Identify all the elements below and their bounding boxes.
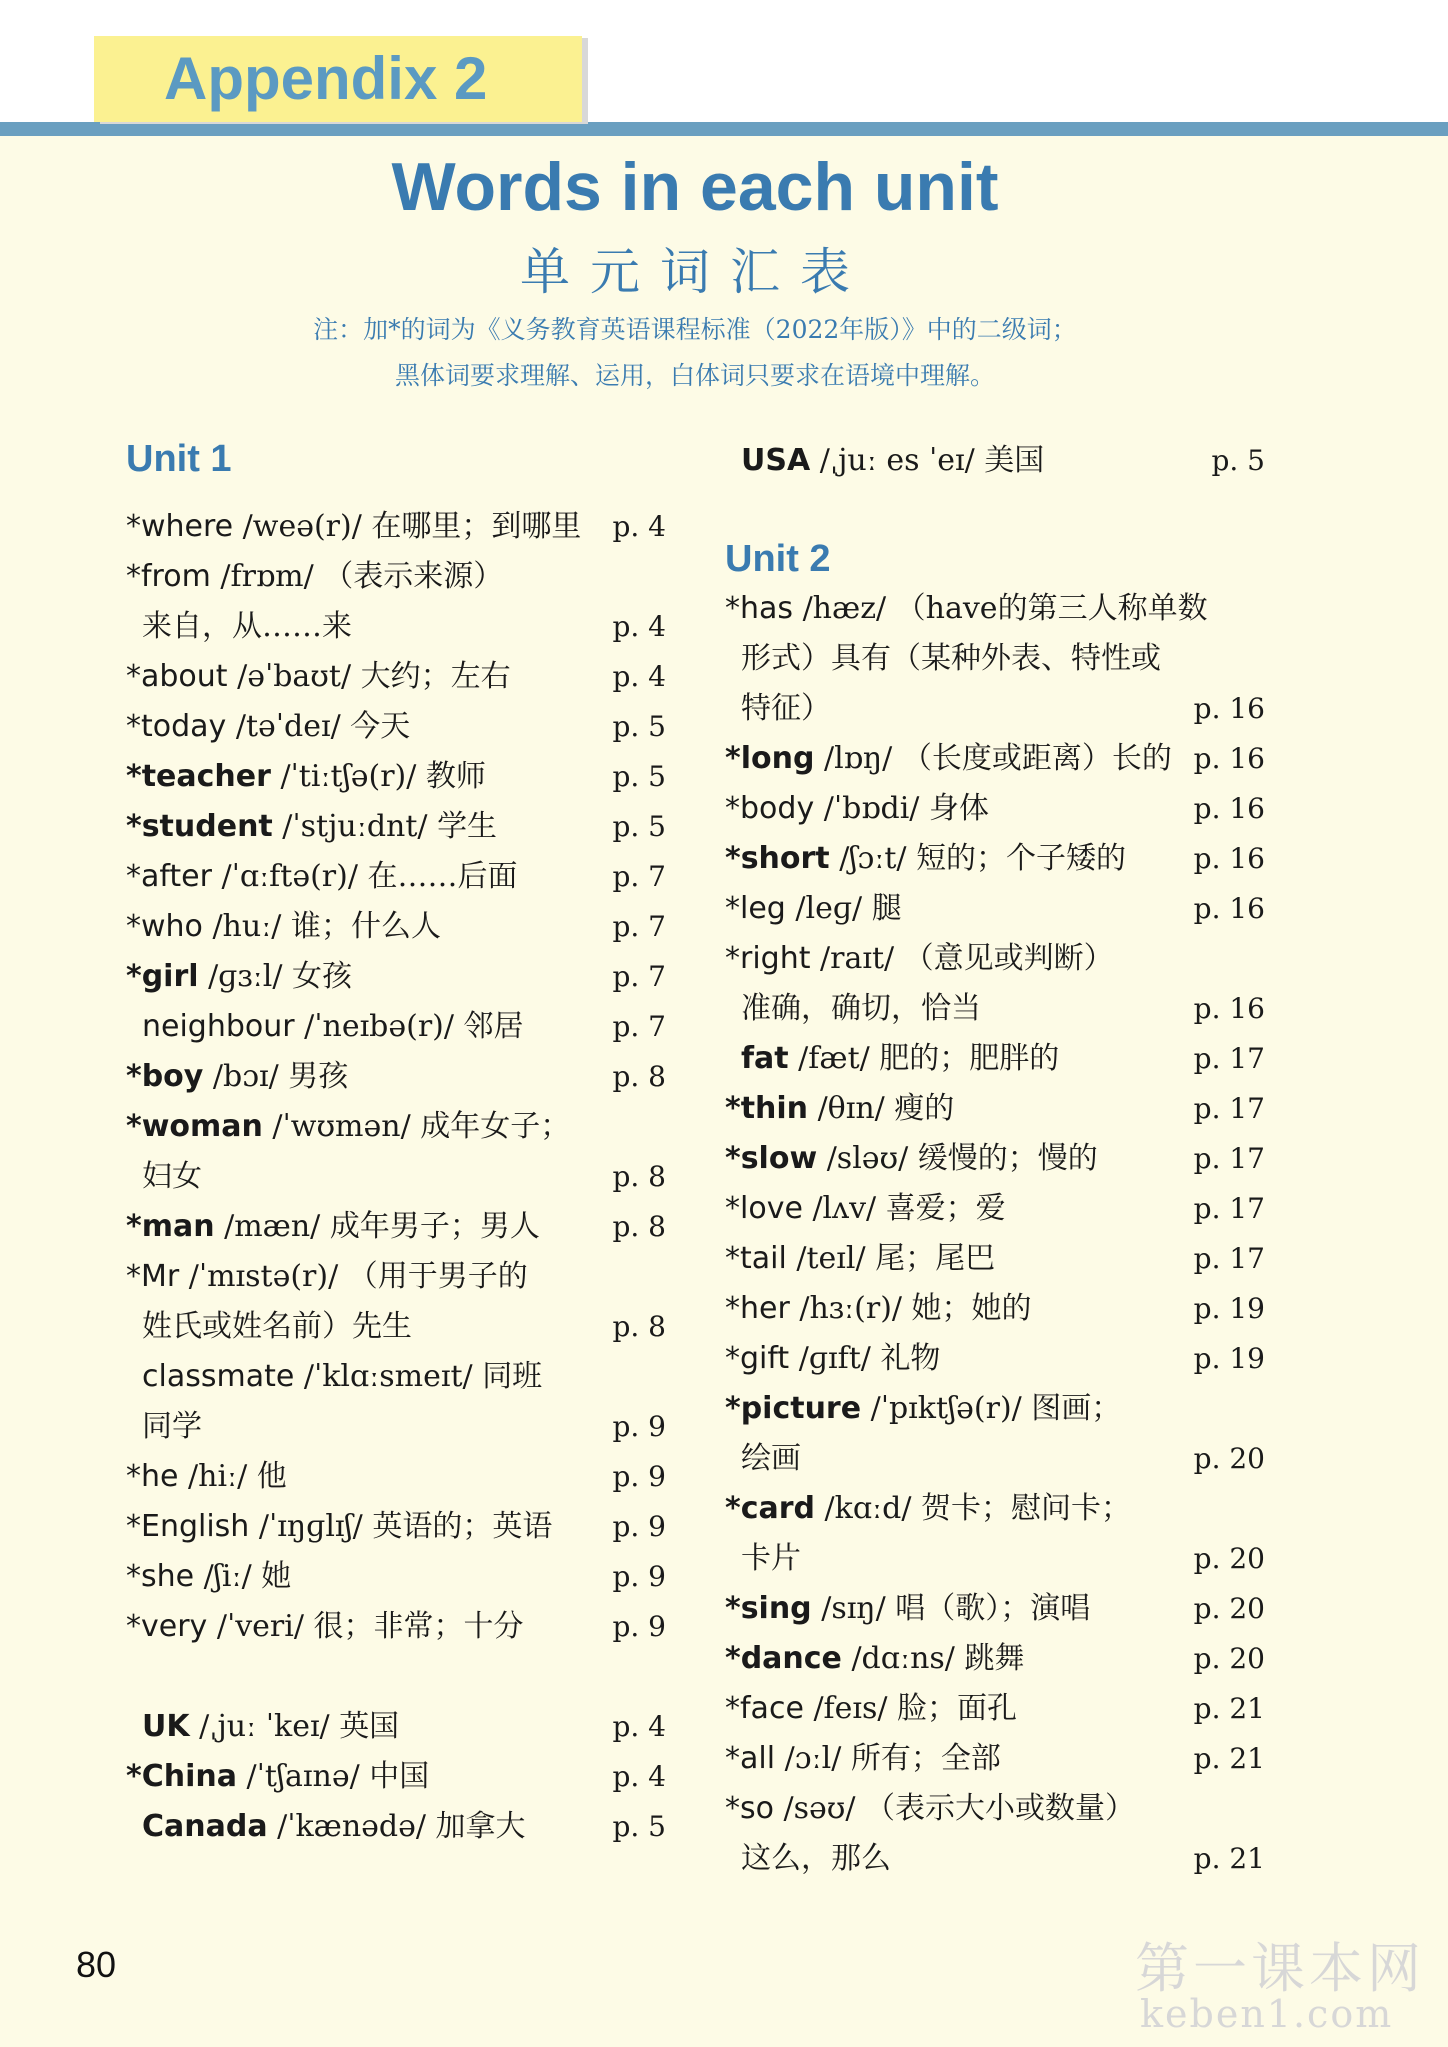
page-title: Words in each unit [391, 149, 999, 225]
vocab-word: *card [725, 1491, 815, 1526]
vocab-word: *from [126, 559, 211, 594]
vocab-page-ref: p. 20 [1193, 1592, 1265, 1625]
vocab-phonetic: /hɜː(r)/ [789, 1291, 912, 1326]
vocab-phonetic: /sləʊ/ [817, 1141, 918, 1176]
vocab-meaning: 很；非常；十分 [313, 1609, 524, 1644]
vocab-phonetic: /leɡ/ [785, 891, 872, 926]
vocab-phonetic: /hiː/ [178, 1459, 257, 1494]
vocab-page-ref: p. 16 [1193, 892, 1265, 925]
vocab-meaning: 同班 [482, 1359, 543, 1394]
vocab-word: USA [741, 443, 811, 478]
vocab-meaning: 唱（歌）；演唱 [895, 1591, 1091, 1626]
vocab-meaning: 成年女子； [420, 1109, 571, 1144]
vocab-word: *boy [126, 1059, 204, 1094]
vocab-phonetic: /huː/ [202, 909, 291, 944]
vocab-phonetic: /mæn/ [214, 1209, 330, 1244]
vocab-page-ref: p. 5 [612, 810, 666, 843]
vocab-word: *long [725, 741, 815, 776]
vocab-word: *leg [725, 891, 786, 926]
header-band [0, 122, 1448, 136]
vocab-phonetic: /ˈneɪbə(r)/ [294, 1009, 464, 1044]
vocab-entry [126, 502, 666, 552]
vocab-meaning: 瘦的 [894, 1091, 955, 1126]
vocab-entry [126, 1602, 666, 1652]
vocab-entry [126, 1502, 666, 1552]
vocab-page-ref: p. 8 [612, 1210, 666, 1243]
vocab-phonetic: /feɪs/ [803, 1691, 898, 1726]
vocab-phonetic: /ˈveri/ [207, 1609, 314, 1644]
vocab-meaning: （have的第三人称单数 [895, 591, 1208, 626]
vocab-phonetic: /ˈwʊmən/ [262, 1109, 421, 1144]
vocab-page-ref: p. 19 [1193, 1342, 1265, 1375]
vocab-page-ref: p. 17 [1193, 1192, 1265, 1225]
vocab-entry [725, 1434, 1265, 1484]
vocab-meaning: 女孩 [292, 959, 352, 994]
vocab-page-ref: p. 17 [1193, 1142, 1265, 1175]
vocab-entry [126, 1402, 666, 1452]
vocab-meaning: 缓慢的；慢的 [917, 1141, 1098, 1176]
vocab-entry [725, 1634, 1265, 1684]
vocab-phonetic: /θɪn/ [808, 1091, 895, 1126]
vocab-entry [126, 1102, 666, 1152]
vocab-phonetic: /ɔːl/ [775, 1741, 851, 1776]
vocab-entry [126, 1752, 666, 1802]
vocab-word: UK [142, 1709, 190, 1744]
vocab-meaning: 特征） [741, 691, 831, 726]
vocab-page-ref: p. 4 [612, 660, 666, 693]
vocab-phonetic: /ɡɜːl/ [198, 959, 292, 994]
vocab-meaning: 在……后面 [367, 859, 518, 894]
vocab-word: *has [725, 591, 794, 626]
vocab-meaning: 男孩 [288, 1059, 349, 1094]
vocab-entry [725, 1684, 1265, 1734]
vocab-meaning: 谁；什么人 [290, 909, 441, 944]
vocab-phonetic: /weə(r)/ [233, 509, 372, 544]
vocab-phonetic: /hæz/ [793, 591, 896, 626]
watermark-url: keben1.com [1140, 1992, 1394, 2036]
vocab-word: *girl [126, 959, 199, 994]
vocab-meaning: 教师 [425, 759, 486, 794]
vocab-meaning: 礼物 [880, 1341, 941, 1376]
vocab-page-ref: p. 8 [612, 1310, 666, 1343]
appendix-title: Appendix 2 [164, 45, 488, 112]
vocab-word: *short [725, 841, 830, 876]
vocab-entry [725, 884, 1265, 934]
vocab-word: *after [126, 859, 212, 894]
vocab-meaning: 邻居 [463, 1009, 524, 1044]
vocab-meaning: （用于男子的 [347, 1259, 528, 1294]
vocab-word: *so [725, 1791, 774, 1826]
vocab-entry [126, 1452, 666, 1502]
vocab-word: *China [126, 1759, 237, 1794]
vocab-entry [126, 552, 666, 602]
vocab-phonetic: /lɒŋ/ [814, 741, 902, 776]
vocab-meaning: 他 [256, 1459, 287, 1494]
vocab-entry [126, 1702, 666, 1752]
vocab-page-ref: p. 7 [612, 960, 666, 993]
vocab-phonetic: /ɡɪft/ [789, 1341, 881, 1376]
vocab-entry [725, 1184, 1265, 1234]
vocab-entry [126, 602, 666, 652]
vocab-entry [126, 1252, 666, 1302]
vocab-word: Canada [142, 1809, 268, 1844]
vocab-word: *teacher [126, 759, 271, 794]
vocab-word: *student [126, 809, 273, 844]
vocab-word: *slow [725, 1141, 818, 1176]
vocab-word: *dance [725, 1641, 842, 1676]
vocab-entry [725, 1534, 1265, 1584]
vocab-meaning: 卡片 [741, 1541, 801, 1576]
note-line-2: 黑体词要求理解、运用，白体词只要求在语境中理解。 [394, 361, 995, 390]
vocab-meaning: 同学 [142, 1409, 202, 1444]
vocab-phonetic: /ʃɔːt/ [829, 841, 917, 876]
vocab-meaning: 身体 [928, 791, 989, 826]
vocab-page-ref: p. 5 [612, 1810, 666, 1843]
vocab-page-ref: p. 16 [1193, 792, 1265, 825]
vocab-meaning: 美国 [984, 443, 1045, 478]
vocab-phonetic: /frɒm/ [210, 559, 324, 594]
vocab-entry [725, 1584, 1265, 1634]
vocab-word: *right [725, 941, 811, 976]
vocab-phonetic: /ˈɪŋɡlɪʃ/ [249, 1509, 373, 1544]
unit-1-heading: Unit 1 [126, 438, 232, 480]
vocab-page-ref: p. 8 [612, 1060, 666, 1093]
vocab-phonetic: /səʊ/ [773, 1791, 866, 1826]
vocab-word: *all [725, 1741, 776, 1776]
vocab-meaning: 成年男子；男人 [329, 1209, 540, 1244]
vocab-phonetic: /ˈtʃaɪnə/ [236, 1759, 370, 1794]
vocab-entry [126, 1352, 666, 1402]
vocab-page-ref: p. 7 [612, 860, 666, 893]
vocab-meaning: 准确，确切，恰当 [741, 991, 981, 1026]
vocab-entry [126, 952, 666, 1002]
vocab-entry [126, 1202, 666, 1252]
vocab-meaning: 这么，那么 [741, 1841, 891, 1876]
vocab-meaning: 今天 [350, 709, 411, 744]
vocab-word: *who [126, 909, 203, 944]
watermark-text: 第一课本网 [1135, 1937, 1425, 2000]
vocab-entry [725, 1234, 1265, 1284]
vocab-page-ref: p. 7 [612, 1010, 666, 1043]
unit-2-heading: Unit 2 [725, 538, 831, 580]
vocab-meaning: 肥的；肥胖的 [879, 1041, 1060, 1076]
vocab-page-ref: p. 20 [1193, 1542, 1265, 1575]
vocab-meaning: 所有；全部 [850, 1741, 1001, 1776]
vocab-entry [126, 852, 666, 902]
vocab-word: *today [126, 709, 227, 744]
vocab-phonetic: /ˈpɪktʃə(r)/ [861, 1391, 1032, 1426]
vocab-meaning: 她；她的 [911, 1291, 1032, 1326]
vocab-entry [725, 584, 1265, 634]
vocab-word: *tail [725, 1241, 787, 1276]
vocab-entry [725, 1284, 1265, 1334]
vocab-page-ref: p. 17 [1193, 1092, 1265, 1125]
vocab-entry [725, 984, 1265, 1034]
vocab-meaning: （意见或判断） [903, 941, 1114, 976]
vocab-word: *her [725, 1291, 790, 1326]
vocab-word: *picture [725, 1391, 862, 1426]
vocab-entry [126, 1052, 666, 1102]
vocab-phonetic: /təˈdeɪ/ [226, 709, 351, 744]
vocab-meaning: 贺卡；慰问卡； [920, 1491, 1131, 1526]
vocab-entry [126, 1552, 666, 1602]
vocab-phonetic: /ˈtiːtʃə(r)/ [270, 759, 426, 794]
vocab-phonetic: /lʌv/ [802, 1191, 886, 1226]
vocab-page-ref: p. 20 [1193, 1442, 1265, 1475]
vocab-meaning: 短的；个子矮的 [916, 841, 1127, 876]
vocab-page-ref: p. 19 [1193, 1292, 1265, 1325]
vocab-page-ref: p. 17 [1193, 1042, 1265, 1075]
vocab-entry [725, 1734, 1265, 1784]
vocab-page-ref: p. 9 [612, 1460, 666, 1493]
vocab-entry [725, 1034, 1265, 1084]
vocab-entry [725, 734, 1265, 784]
vocab-phonetic: /ʃiː/ [194, 1559, 262, 1594]
vocab-entry [126, 902, 666, 952]
vocab-page-ref: p. 5 [612, 710, 666, 743]
vocab-phonetic: /teɪl/ [786, 1241, 876, 1276]
vocab-meaning: （长度或距离）长的 [901, 741, 1172, 776]
vocab-entry [126, 752, 666, 802]
vocab-page-ref: p. 4 [612, 510, 666, 543]
vocab-phonetic: /bɔɪ/ [203, 1059, 289, 1094]
vocab-word: *very [126, 1609, 208, 1644]
vocab-word: *thin [725, 1091, 809, 1126]
vocab-meaning: 图画； [1031, 1391, 1122, 1426]
vocab-entry [725, 436, 1265, 486]
vocab-page-ref: p. 16 [1193, 842, 1265, 875]
vocab-phonetic: /ˈklɑːsmeɪt/ [294, 1359, 483, 1394]
vocab-page-ref: p. 20 [1193, 1642, 1265, 1675]
vocab-page-ref: p. 5 [1211, 444, 1265, 477]
vocab-meaning: 加拿大 [435, 1809, 526, 1844]
note-line-1: 注：加*的词为《义务教育英语课程标准（2022年版）》中的二级词； [313, 315, 1077, 344]
vocab-entry [725, 684, 1265, 734]
appendix-tab [94, 36, 582, 122]
vocab-page-ref: p. 17 [1193, 1242, 1265, 1275]
vocab-entry [725, 1784, 1265, 1834]
vocab-word: *body [725, 791, 815, 826]
vocab-page-ref: p. 21 [1193, 1742, 1265, 1775]
vocab-page-ref: p. 5 [612, 760, 666, 793]
vocab-page-ref: p. 16 [1193, 692, 1265, 725]
vocab-meaning: 尾；尾巴 [875, 1241, 996, 1276]
vocab-phonetic: /ˈɑːftə(r)/ [211, 859, 368, 894]
vocab-entry [725, 834, 1265, 884]
vocab-word: *love [725, 1191, 803, 1226]
vocab-page-ref: p. 7 [612, 910, 666, 943]
vocab-meaning: （表示来源） [323, 559, 504, 594]
vocab-entry [725, 1484, 1265, 1534]
vocab-meaning: 英语的；英语 [372, 1509, 553, 1544]
vocab-meaning: （表示大小或数量） [865, 1791, 1136, 1826]
vocab-word: *gift [725, 1341, 790, 1376]
vocab-page-ref: p. 4 [612, 1710, 666, 1743]
page-subtitle: 单元词汇表 [520, 243, 870, 301]
vocab-meaning: 来自，从……来 [142, 609, 352, 644]
vocab-page-ref: p. 21 [1193, 1842, 1265, 1875]
vocab-entry [725, 1334, 1265, 1384]
vocab-meaning: 腿 [871, 891, 902, 926]
vocab-entry [725, 1384, 1265, 1434]
vocab-page-ref: p. 9 [612, 1560, 666, 1593]
vocab-phonetic: /ˈbɒdi/ [814, 791, 929, 826]
vocab-meaning: 中国 [369, 1759, 430, 1794]
vocab-phonetic: /kɑːd/ [815, 1491, 921, 1526]
vocab-meaning: 大约；左右 [360, 659, 511, 694]
vocab-phonetic: /ˈstjuːdnt/ [272, 809, 438, 844]
vocab-entry [725, 634, 1265, 684]
vocab-phonetic: /fæt/ [788, 1041, 880, 1076]
vocab-meaning: 学生 [437, 809, 498, 844]
vocab-entry [126, 652, 666, 702]
vocab-page-ref: p. 9 [612, 1510, 666, 1543]
vocab-page-ref: p. 16 [1193, 742, 1265, 775]
vocab-meaning: 喜爱；爱 [885, 1191, 1006, 1226]
vocab-phonetic: /raɪt/ [810, 941, 904, 976]
vocab-phonetic: /dɑːns/ [841, 1641, 965, 1676]
vocab-entry [126, 802, 666, 852]
vocab-word: *woman [126, 1109, 263, 1144]
vocab-page-ref: p. 21 [1193, 1692, 1265, 1725]
vocab-meaning: 她 [261, 1559, 292, 1594]
vocab-entry [126, 702, 666, 752]
vocab-meaning: 妇女 [142, 1159, 202, 1194]
vocab-meaning: 英国 [339, 1709, 400, 1744]
vocab-phonetic: /əˈbaʊt/ [227, 659, 361, 694]
vocab-phonetic: /ˌjuː ˈkeɪ/ [189, 1709, 340, 1744]
vocab-word: *face [725, 1691, 804, 1726]
vocab-page-ref: p. 9 [612, 1610, 666, 1643]
vocab-word: *where [126, 509, 234, 544]
vocab-meaning: 姓氏或姓名前）先生 [142, 1309, 412, 1344]
vocab-page-ref: p. 9 [612, 1410, 666, 1443]
vocab-phonetic: /sɪŋ/ [811, 1591, 896, 1626]
vocab-entry [725, 1834, 1265, 1884]
vocab-phonetic: /ˈmɪstə(r)/ [179, 1259, 348, 1294]
vocab-word: *he [126, 1459, 179, 1494]
vocab-meaning: 脸；面孔 [897, 1691, 1018, 1726]
vocab-word: *Mr [126, 1259, 180, 1294]
vocab-page-ref: p. 4 [612, 1760, 666, 1793]
vocab-word: *about [126, 659, 228, 694]
vocab-entry [725, 1084, 1265, 1134]
vocab-page-ref: p. 16 [1193, 992, 1265, 1025]
vocab-entry [725, 934, 1265, 984]
vocab-word: fat [741, 1041, 789, 1076]
page-number: 80 [76, 1944, 117, 1985]
vocab-entry [126, 1802, 666, 1852]
vocab-word: classmate [142, 1359, 295, 1394]
vocab-entry [126, 1002, 666, 1052]
vocab-phonetic: /ˈkænədə/ [267, 1809, 436, 1844]
vocab-word: *sing [725, 1591, 812, 1626]
vocab-word: neighbour [142, 1009, 295, 1044]
vocab-meaning: 绘画 [741, 1441, 801, 1476]
vocab-entry [126, 1152, 666, 1202]
vocab-entry [725, 1134, 1265, 1184]
vocab-page-ref: p. 8 [612, 1160, 666, 1193]
vocab-word: *man [126, 1209, 215, 1244]
vocab-meaning: 在哪里；到哪里 [371, 509, 582, 544]
vocab-meaning: 跳舞 [964, 1641, 1025, 1676]
vocab-page-ref: p. 4 [612, 610, 666, 643]
vocab-word: *she [126, 1559, 195, 1594]
vocab-entry [725, 784, 1265, 834]
vocab-meaning: 形式）具有（某种外表、特性或 [741, 641, 1161, 676]
vocab-phonetic: /ˌjuː es ˈeɪ/ [810, 443, 985, 478]
vocab-word: *English [126, 1509, 250, 1544]
vocab-entry [126, 1302, 666, 1352]
